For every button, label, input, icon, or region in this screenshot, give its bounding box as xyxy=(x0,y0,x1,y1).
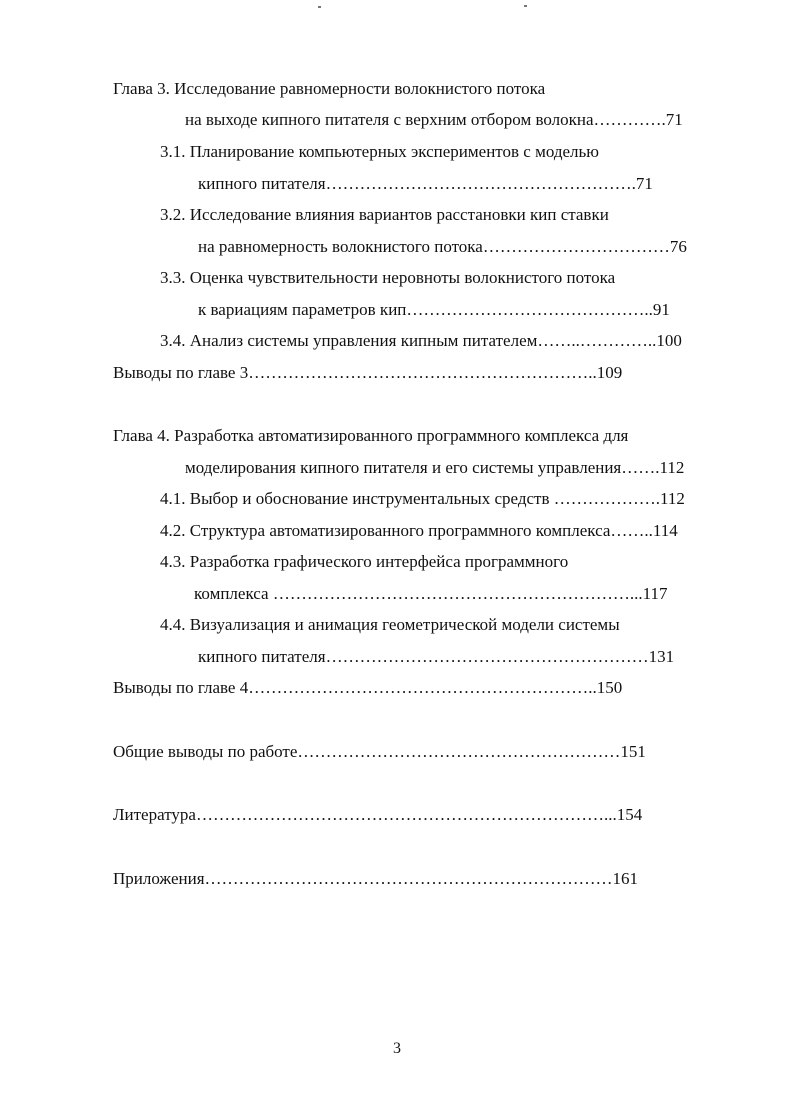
chapter3-title-line2: на выходе кипного питателя с верхним отбором волокна………….71 xyxy=(185,110,683,129)
section-3-1-line1: 3.1. Планирование компьютерных экспериментов с моделью xyxy=(160,142,599,161)
page-number: 3 xyxy=(393,1040,401,1057)
section-3-3-line2: к вариациям параметров кип……………………………………..91 xyxy=(198,300,670,319)
section-3-2-line2: на равномерность волокнистого потока……………………………76 xyxy=(198,237,687,256)
literature: Литература………………………………………………………………...154 xyxy=(113,805,643,824)
chapter4-title-line1: Глава 4. Разработка автоматизированного программного комплекса для xyxy=(113,426,629,445)
section-3-3-line1: 3.3. Оценка чувствительности неровноты волокнистого потока xyxy=(160,268,616,287)
scan-speck xyxy=(318,6,321,8)
general-conclusions: Общие выводы по работе…………………………………………………151 xyxy=(113,742,646,761)
section-3-1-line2: кипного питателя……………………………………………….71 xyxy=(198,174,653,193)
section-4-4-line2: кипного питателя…………………………………………………131 xyxy=(198,647,675,666)
chapter3-conclusions: Выводы по главе 3……………………………………………………..109 xyxy=(113,363,623,382)
section-3-2-line1: 3.2. Исследование влияния вариантов расстановки кип ставки xyxy=(160,205,609,224)
section-4-2: 4.2. Структура автоматизированного программного комплекса……..114 xyxy=(160,521,678,540)
appendices: Приложения………………………………………………………………161 xyxy=(113,869,639,888)
section-4-1: 4.1. Выбор и обоснование инструментальных средств ……………….112 xyxy=(160,489,685,508)
section-4-3-line2: комплекса ………………………………………………………...117 xyxy=(194,584,668,603)
section-4-4-line1: 4.4. Визуализация и анимация геометрической модели системы xyxy=(160,615,620,634)
section-3-4: 3.4. Анализ системы управления кипным питателем……..…………..100 xyxy=(160,331,682,350)
chapter3-title-line1: Глава 3. Исследование равномерности волокнистого потока xyxy=(113,79,546,98)
chapter4-title-line2: моделирования кипного питателя и его системы управления…….112 xyxy=(185,458,685,477)
section-4-3-line1: 4.3. Разработка графического интерфейса программного xyxy=(160,552,569,571)
chapter4-conclusions: Выводы по главе 4……………………………………………………..150 xyxy=(113,678,623,697)
scan-speck xyxy=(524,5,527,7)
